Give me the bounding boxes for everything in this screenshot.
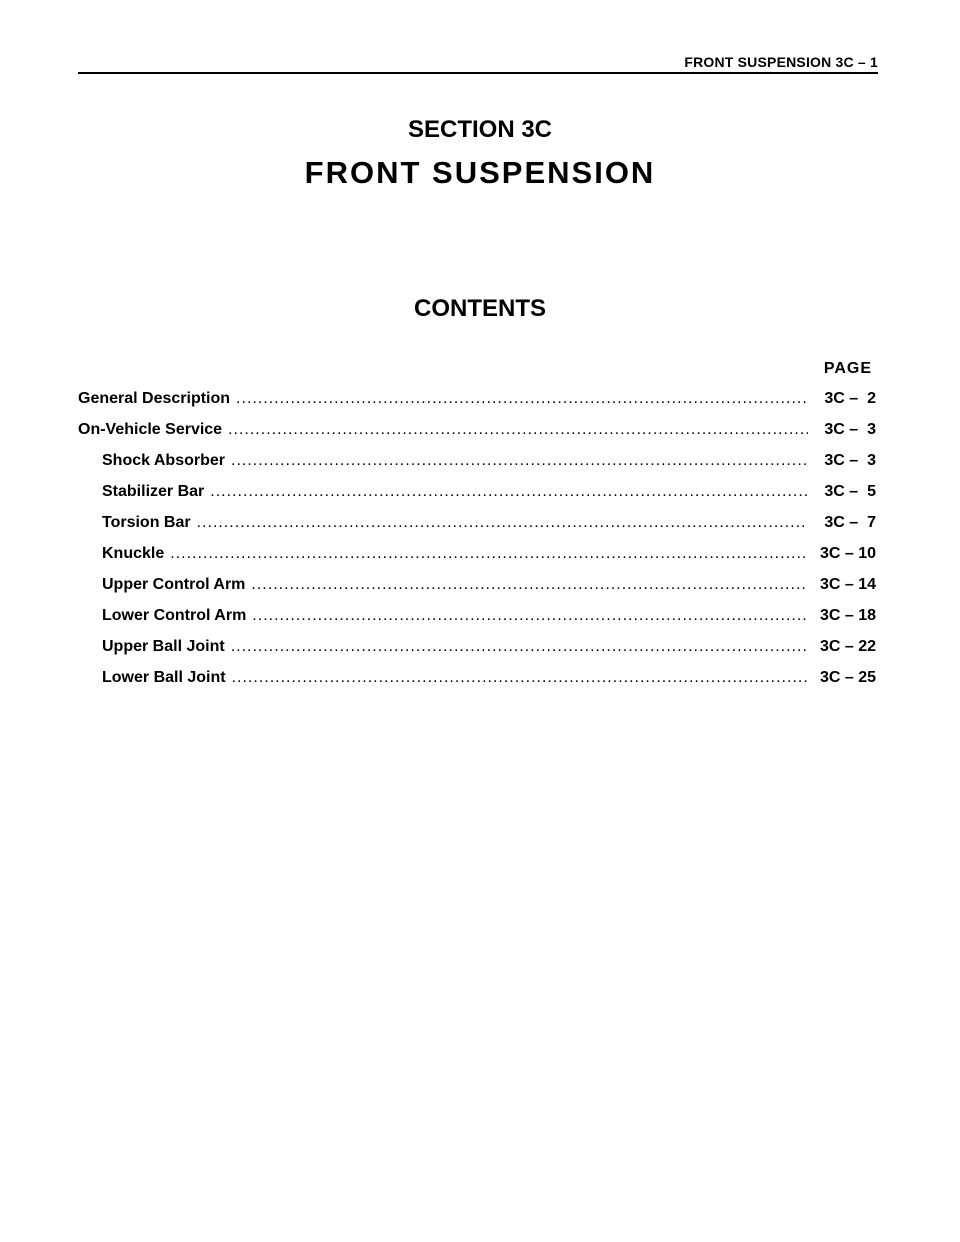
toc-entry-page: 3C – 18: [819, 607, 876, 624]
toc-entry-page: 3C – 2: [824, 390, 876, 407]
toc-entry-title: Knuckle: [102, 545, 165, 562]
toc-dot-leader: [232, 669, 808, 687]
section-label: SECTION 3C: [407, 116, 553, 143]
page-column-label: PAGE: [823, 360, 872, 377]
toc-dot-leader: [251, 576, 808, 594]
toc-entry-page: 3C – 3: [824, 421, 876, 438]
toc-entry-general-description[interactable]: [78, 390, 876, 421]
contents-heading: CONTENTS: [414, 295, 546, 322]
toc-entry-lower-ball-joint[interactable]: [78, 669, 876, 700]
toc-entry-title: General Description: [78, 390, 231, 407]
toc-entry-on-vehicle-service[interactable]: [78, 421, 876, 452]
toc-entry-title: Stabilizer Bar: [102, 483, 205, 500]
toc-entry-torsion-bar[interactable]: [78, 514, 876, 545]
running-header: [78, 52, 878, 74]
toc-entry-lower-control-arm[interactable]: [78, 607, 876, 638]
toc-entry-stabilizer-bar[interactable]: [78, 483, 876, 514]
toc-entry-page: 3C – 5: [824, 483, 876, 500]
toc-dot-leader: [236, 390, 808, 408]
toc-dot-leader: [210, 483, 808, 501]
toc-entry-title: Lower Control Arm: [102, 607, 247, 624]
toc-entry-title: Lower Ball Joint: [102, 669, 226, 686]
toc-dot-leader: [228, 421, 808, 439]
toc-entry-title: Torsion Bar: [102, 514, 191, 531]
page-title: FRONT SUSPENSION: [304, 155, 656, 190]
toc-entry-shock-absorber[interactable]: [78, 452, 876, 483]
toc-entry-page: 3C – 25: [819, 669, 876, 686]
toc-entry-page: 3C – 3: [824, 452, 876, 469]
toc-entry-upper-control-arm[interactable]: [78, 576, 876, 607]
toc-dot-leader: [197, 514, 808, 532]
toc-dot-leader: [170, 545, 808, 563]
toc-entry-page: 3C – 22: [819, 638, 876, 655]
toc-entry-page: 3C – 14: [819, 576, 876, 593]
toc-entry-title: On-Vehicle Service: [78, 421, 223, 438]
toc-entry-title: Shock Absorber: [102, 452, 225, 469]
toc-entry-knuckle[interactable]: [78, 545, 876, 576]
running-header-title: FRONT SUSPENSION 3C – 1: [684, 54, 878, 70]
toc-entry-page: 3C – 7: [824, 514, 876, 531]
toc-dot-leader: [252, 607, 808, 625]
table-of-contents: [78, 390, 876, 700]
toc-entry-title: Upper Control Arm: [102, 576, 246, 593]
toc-entry-upper-ball-joint[interactable]: [78, 638, 876, 669]
toc-entry-page: 3C – 10: [819, 545, 876, 562]
toc-dot-leader: [231, 452, 808, 470]
toc-dot-leader: [231, 638, 808, 656]
toc-entry-title: Upper Ball Joint: [102, 638, 225, 655]
